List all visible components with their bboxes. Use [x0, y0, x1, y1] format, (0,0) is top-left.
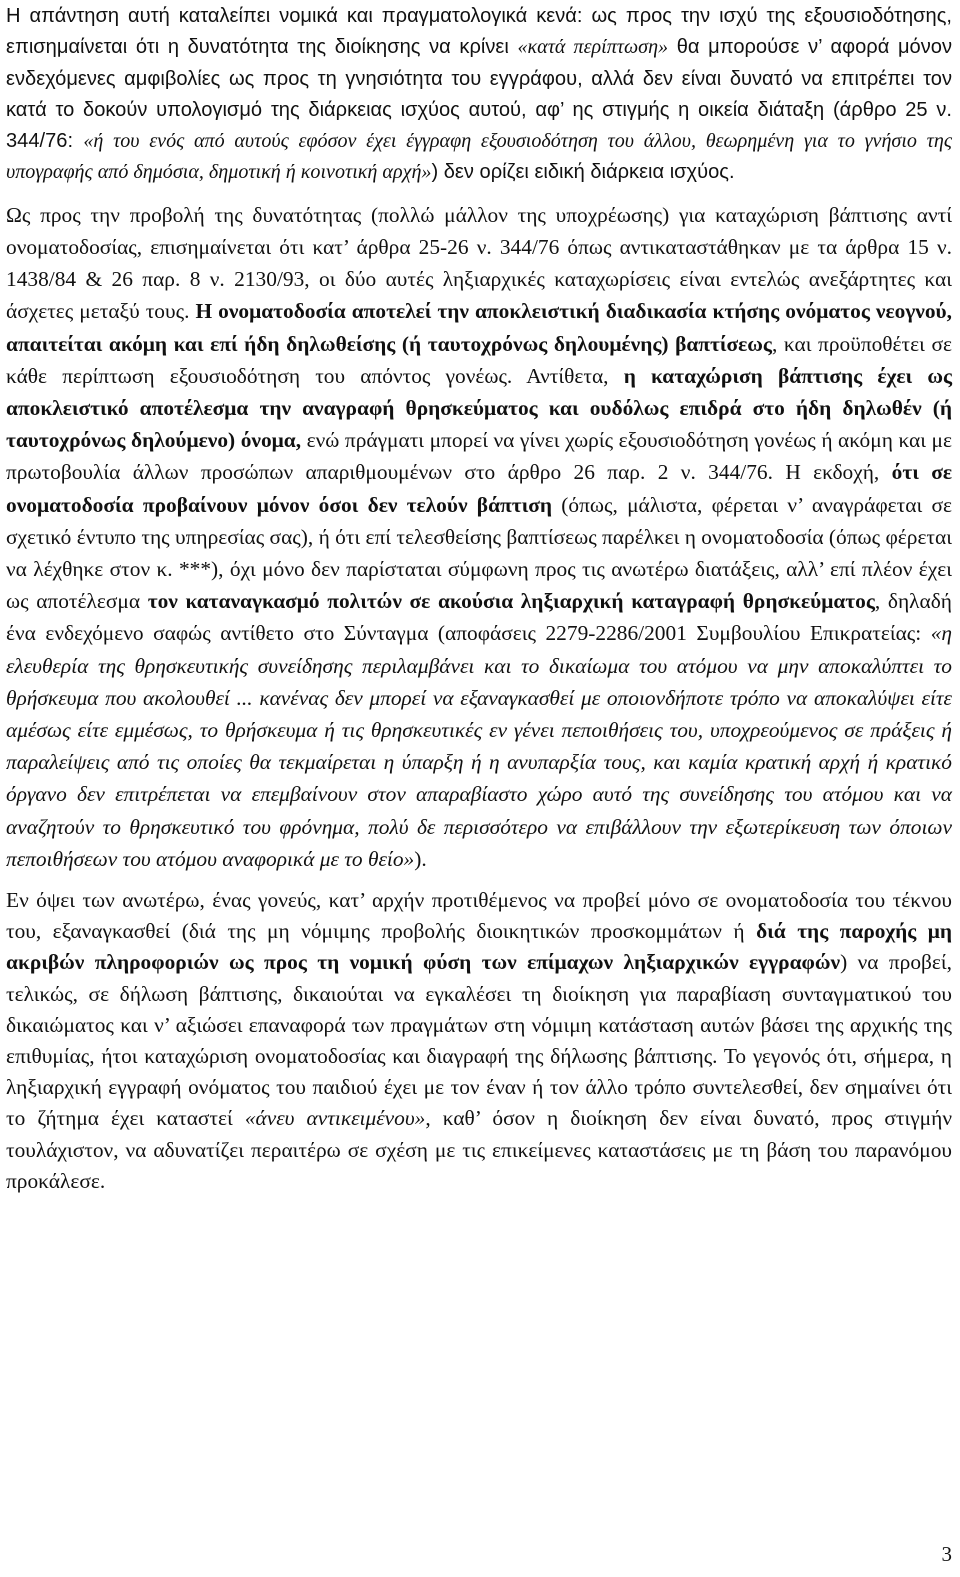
paragraph-3	[6, 885, 952, 1197]
page-number: 3	[941, 1542, 952, 1566]
text-run-bold: Η ονοματοδοσία αποτελεί την αποκλειστική διαδικασία κτήσης ονόματος νεογνού, απαιτείται ακόμη και επί ήδη δηλωθείσης (ή ταυτοχρόνως δηλουμένης) βαπτίσεως	[6, 299, 952, 356]
text-run-bold: διά της παροχής μη ακριβών πληροφοριών ως προς τη νομική φύση των επίμαχων ληξιαρχικών εγγραφών	[6, 919, 952, 975]
document-body	[6, 0, 952, 1197]
text-run: , καθ’ όσον η διοίκηση δεν είναι δυνατό, προς στιγμήν τουλάχιστον, να αδυνατίζει περαιτέρω σε σχέση με τις επικείμενες καταστάσεις με τη βάση του παρανόμου προκάλεσε.	[6, 1106, 953, 1193]
text-run: Εν όψει των ανωτέρω, ένας γονεύς, κατ’ αρχήν προτιθέμενος να προβεί μόνο σε ονοματοδοσία του τέκνου του, εξαναγκασθεί (διά της μη νόμιμης προβολής διοικητικών προσκομμάτων ή	[6, 888, 952, 944]
paragraph-1	[6, 0, 952, 189]
text-run: , και προϋποθέτει σε κάθε περίπτωση εξουσιοδότηση του απόντος γονέως. Αντίθετα,	[6, 331, 952, 388]
text-run: ).	[414, 846, 427, 871]
text-run-bold: η καταχώριση βάπτισης έχει ως αποκλειστικό αποτέλεσμα την αναγραφή θρησκεύματος και ουδόλως επιδρά στο ήδη δηλωθέν (ή ταυτοχρόνως δηλούμενο) όνομα,	[6, 363, 952, 453]
text-run: θα μπορούσε ν’ αφορά μόνον ενδεχόμενες αμφιβολίες ως προς τη γνησιότητα του εγγράφου, αλλά δεν είναι δυνατό να επιτρέπει τον κατά το δοκούν υπολογισμό της διάρκειας ισχύος αυτού, αφ’ ης στιγμής η οικεία διάταξη (άρθρο 25 ν. 344/76:	[6, 36, 952, 153]
text-run: ) δεν ορίζει ειδική διάρκεια ισχύος.	[431, 161, 735, 184]
text-run: ενώ πράγματι μπορεί να γίνει χωρίς εξουσιοδότηση γονέως ή ακόμη και με πρωτοβουλία άλλων προσώπων απαριθμουμένων στο άρθρο 26 παρ. 2 ν. 344/76. Η εκδοχή,	[6, 428, 952, 485]
text-run-italic: «ή του ενός από αυτούς εφόσον έχει έγγραφη εξουσιοδότηση του άλλου, θεωρημένη για το γνήσιο της υπογραφής από δημόσια, δημοτική ή κοινοτική αρχή»	[6, 130, 952, 184]
text-run: ) να προβεί, τελικώς, σε δήλωση βάπτισης, δικαιούται να εγκαλέσει τη διοίκηση για παραβίαση συνταγματικού του δικαιώματος και ν’ αξιώσει επαναφορά των πραγμάτων στη νόμιμη κατάσταση αυτών βάσει της αρχικής της επιθυμίας, ήτοι καταχώριση ονοματοδοσίας και διαγραφή της δήλωσης βάπτισης. Το γεγονός ότι, σήμερα, η ληξιαρχική εγγραφή ονόματος του παιδιού έχει με τον έναν ή τον άλλο τρόπο συντελεσθεί, δεν σημαίνει ότι το ζήτημα έχει καταστεί	[6, 950, 952, 1131]
text-run-italic: «άνευ αντικειμένου»	[244, 1106, 426, 1131]
paragraph-2	[6, 199, 952, 875]
text-run-bold: ότι σε ονοματοδοσία προβαίνουν μόνον όσοι δεν τελούν βάπτιση	[6, 460, 953, 517]
text-run-italic: «κατά περίπτωση»	[517, 36, 669, 59]
text-run-italic: «η ελευθερία της θρησκευτικής συνείδησης περιλαμβάνει και το δικαίωμα του ατόμου να μην αποκαλύπτει το θρήσκευμα που ακολουθεί ... κανένας δεν μπορεί να εξαναγκασθεί με οποιονδήποτε τρόπο να αποκαλύψει είτε αμέσως είτε εμμέσως, το θρήσκευμα ή τις θρησκευτικές εν γένει πεποιθήσεις του, υποχρεούμενος σε πράξεις ή παραλείψεις από τις οποίες θα τεκμαίρεται η ύπαρξη ή η ανυπαρξία τους, και καμία κρατική αρχή ή κρατικό όργανο δεν επιτρέπεται να επεμβαίνουν στον απαραβίαστο χώρο αυτό της συνείδησης του ατόμου και να αναζητούν το θρησκευτικό του φρόνημα, πολύ δε περισσότερο να επιβάλλουν την εξωτερίκευση των όποιων πεποιθήσεων του ατόμου αναφορικά με το θείο»	[6, 621, 952, 871]
text-run: Ως προς την προβολή της δυνατότητας (πολλώ μάλλον της υποχρέωσης) για καταχώριση βάπτισης αντί ονοματοδοσίας, επισημαίνεται ότι κατ’ άρθρα 25-26 ν. 344/76 όπως αντικαταστάθηκαν με τα άρθρα 15 ν. 1438/84 & 26 παρ. 8 ν. 2130/93, οι δύο αυτές ληξιαρχικές καταχωρίσεις είναι εντελώς ανεξάρτητες και άσχετες μεταξύ τους.	[6, 202, 952, 324]
text-run: Η απάντηση αυτή καταλείπει νομικά και πραγματολογικά κενά: ως προς την ισχύ της εξουσιοδότησης, επισημαίνεται ότι η δυνατότητα της διοίκησης να κρίνει	[6, 5, 952, 59]
text-run: (όπως, μάλιστα, φέρεται ν’ αναγράφεται σε σχετικό έντυπο της υπηρεσίας σας), ή ότι επί τελεσθείσης βαπτίσεως παρέλκει η ονοματοδοσία (όπως φέρεται να λέχθηκε στον κ. ***), όχι μόνο δεν παρίσταται σύμφωνη προς τις ανωτέρω διατάξεις, αλλ’ επί πλέον έχει ως αποτέλεσμα	[6, 492, 952, 614]
text-run: , δηλαδή ένα ενδεχόμενο σαφώς αντίθετο στο Σύνταγμα (αποφάσεις 2279-2286/2001 Συμβουλίου Επικρατείας:	[6, 589, 952, 646]
text-run-bold: τον καταναγκασμό πολιτών σε ακούσια ληξιαρχική καταγραφή θρησκεύματος	[147, 589, 875, 614]
